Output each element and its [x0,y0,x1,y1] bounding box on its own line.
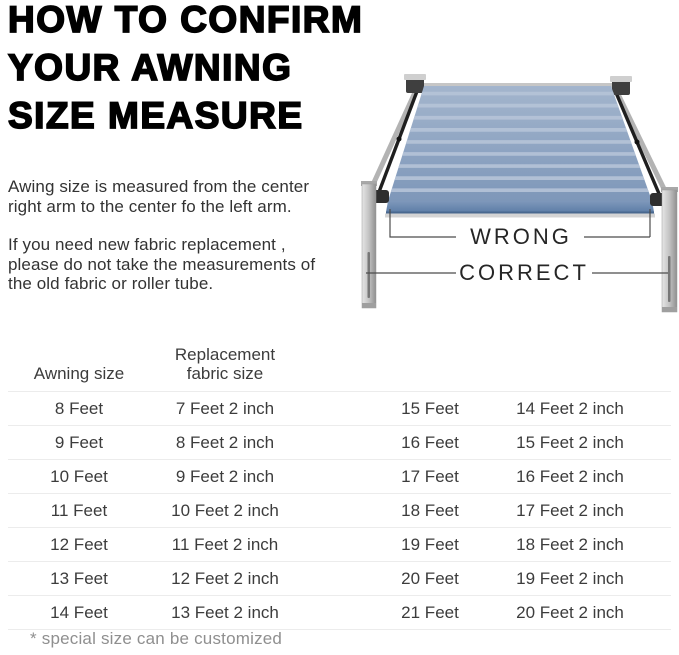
cell-fabric-size: 19 Feet 2 inch [516,568,624,588]
left-mount-cap [404,74,426,80]
cell-fabric-size: 15 Feet 2 inch [516,432,624,452]
cell-fabric-size: 20 Feet 2 inch [516,602,624,622]
table-header-row [8,340,671,392]
cell-awning-size: 12 Feet [50,534,108,554]
cell-fabric-size: 9 Feet 2 inch [175,466,275,486]
fabric-stripes [391,92,649,192]
cell-awning-size: 10 Feet [50,466,108,486]
title-line-3: SIZE MEASURE [8,95,304,136]
cell-fabric-size: 13 Feet 2 inch [171,602,279,622]
cell-awning-size: 11 Feet [50,500,108,520]
left-post-base [362,303,376,308]
cell-awning-size: 19 Feet [401,534,459,554]
cell-awning-size: 15 Feet [401,398,459,418]
intro-paragraph-1: Awing size is measured from the center right arm to the center fo the left arm. [8,177,310,216]
footnote: * special size can be customized [30,629,283,648]
right-post-base [662,307,677,312]
intro-paragraph-2: If you need new fabric replacement , please do not take the measurements of the old fabric or roller tube. [8,235,316,293]
cell-awning-size: 16 Feet [401,432,459,452]
header-replacement-fabric-size: Replacement fabric size [174,345,276,383]
cell-fabric-size: 12 Feet 2 inch [171,568,279,588]
table-row [8,460,671,494]
right-arm-joint [635,140,640,145]
title-line-2: YOUR AWNING [8,47,293,88]
cell-fabric-size: 11 Feet 2 inch [171,534,279,554]
header-awning-size: Awning size [33,364,125,383]
table-row [8,426,671,460]
cell-awning-size: 21 Feet [401,602,459,622]
cell-fabric-size: 18 Feet 2 inch [516,534,624,554]
cell-awning-size: 9 Feet [54,432,104,452]
front-bar [385,214,655,218]
cell-fabric-size: 8 Feet 2 inch [175,432,275,452]
cell-awning-size: 14 Feet [50,602,108,622]
wrong-label: WRONG [470,224,572,249]
cell-fabric-size: 17 Feet 2 inch [516,500,624,520]
intro-text [8,177,326,294]
cell-fabric-size: 10 Feet 2 inch [171,500,279,520]
awning-illustration [330,60,679,320]
cell-awning-size: 17 Feet [401,466,459,486]
page-title [8,0,363,140]
cell-fabric-size: 14 Feet 2 inch [516,398,624,418]
cell-awning-size: 20 Feet [401,568,459,588]
left-post-slot [368,252,371,298]
cell-awning-size: 18 Feet [401,500,459,520]
table-row [8,528,671,562]
cell-awning-size: 13 Feet [50,568,108,588]
table-row [8,562,671,596]
cell-fabric-size: 16 Feet 2 inch [516,466,624,486]
correct-label: CORRECT [459,260,589,285]
size-table [0,340,679,630]
front-roller [386,201,654,212]
left-arm-joint [397,137,402,142]
table-row [8,392,671,426]
right-mount-cap [610,76,632,82]
right-post-slot [668,256,671,302]
table-row [8,596,671,630]
table-row [8,494,671,528]
cell-fabric-size: 7 Feet 2 inch [175,398,275,418]
title-line-1: HOW TO CONFIRM [8,0,364,40]
cell-awning-size: 8 Feet [54,398,104,418]
